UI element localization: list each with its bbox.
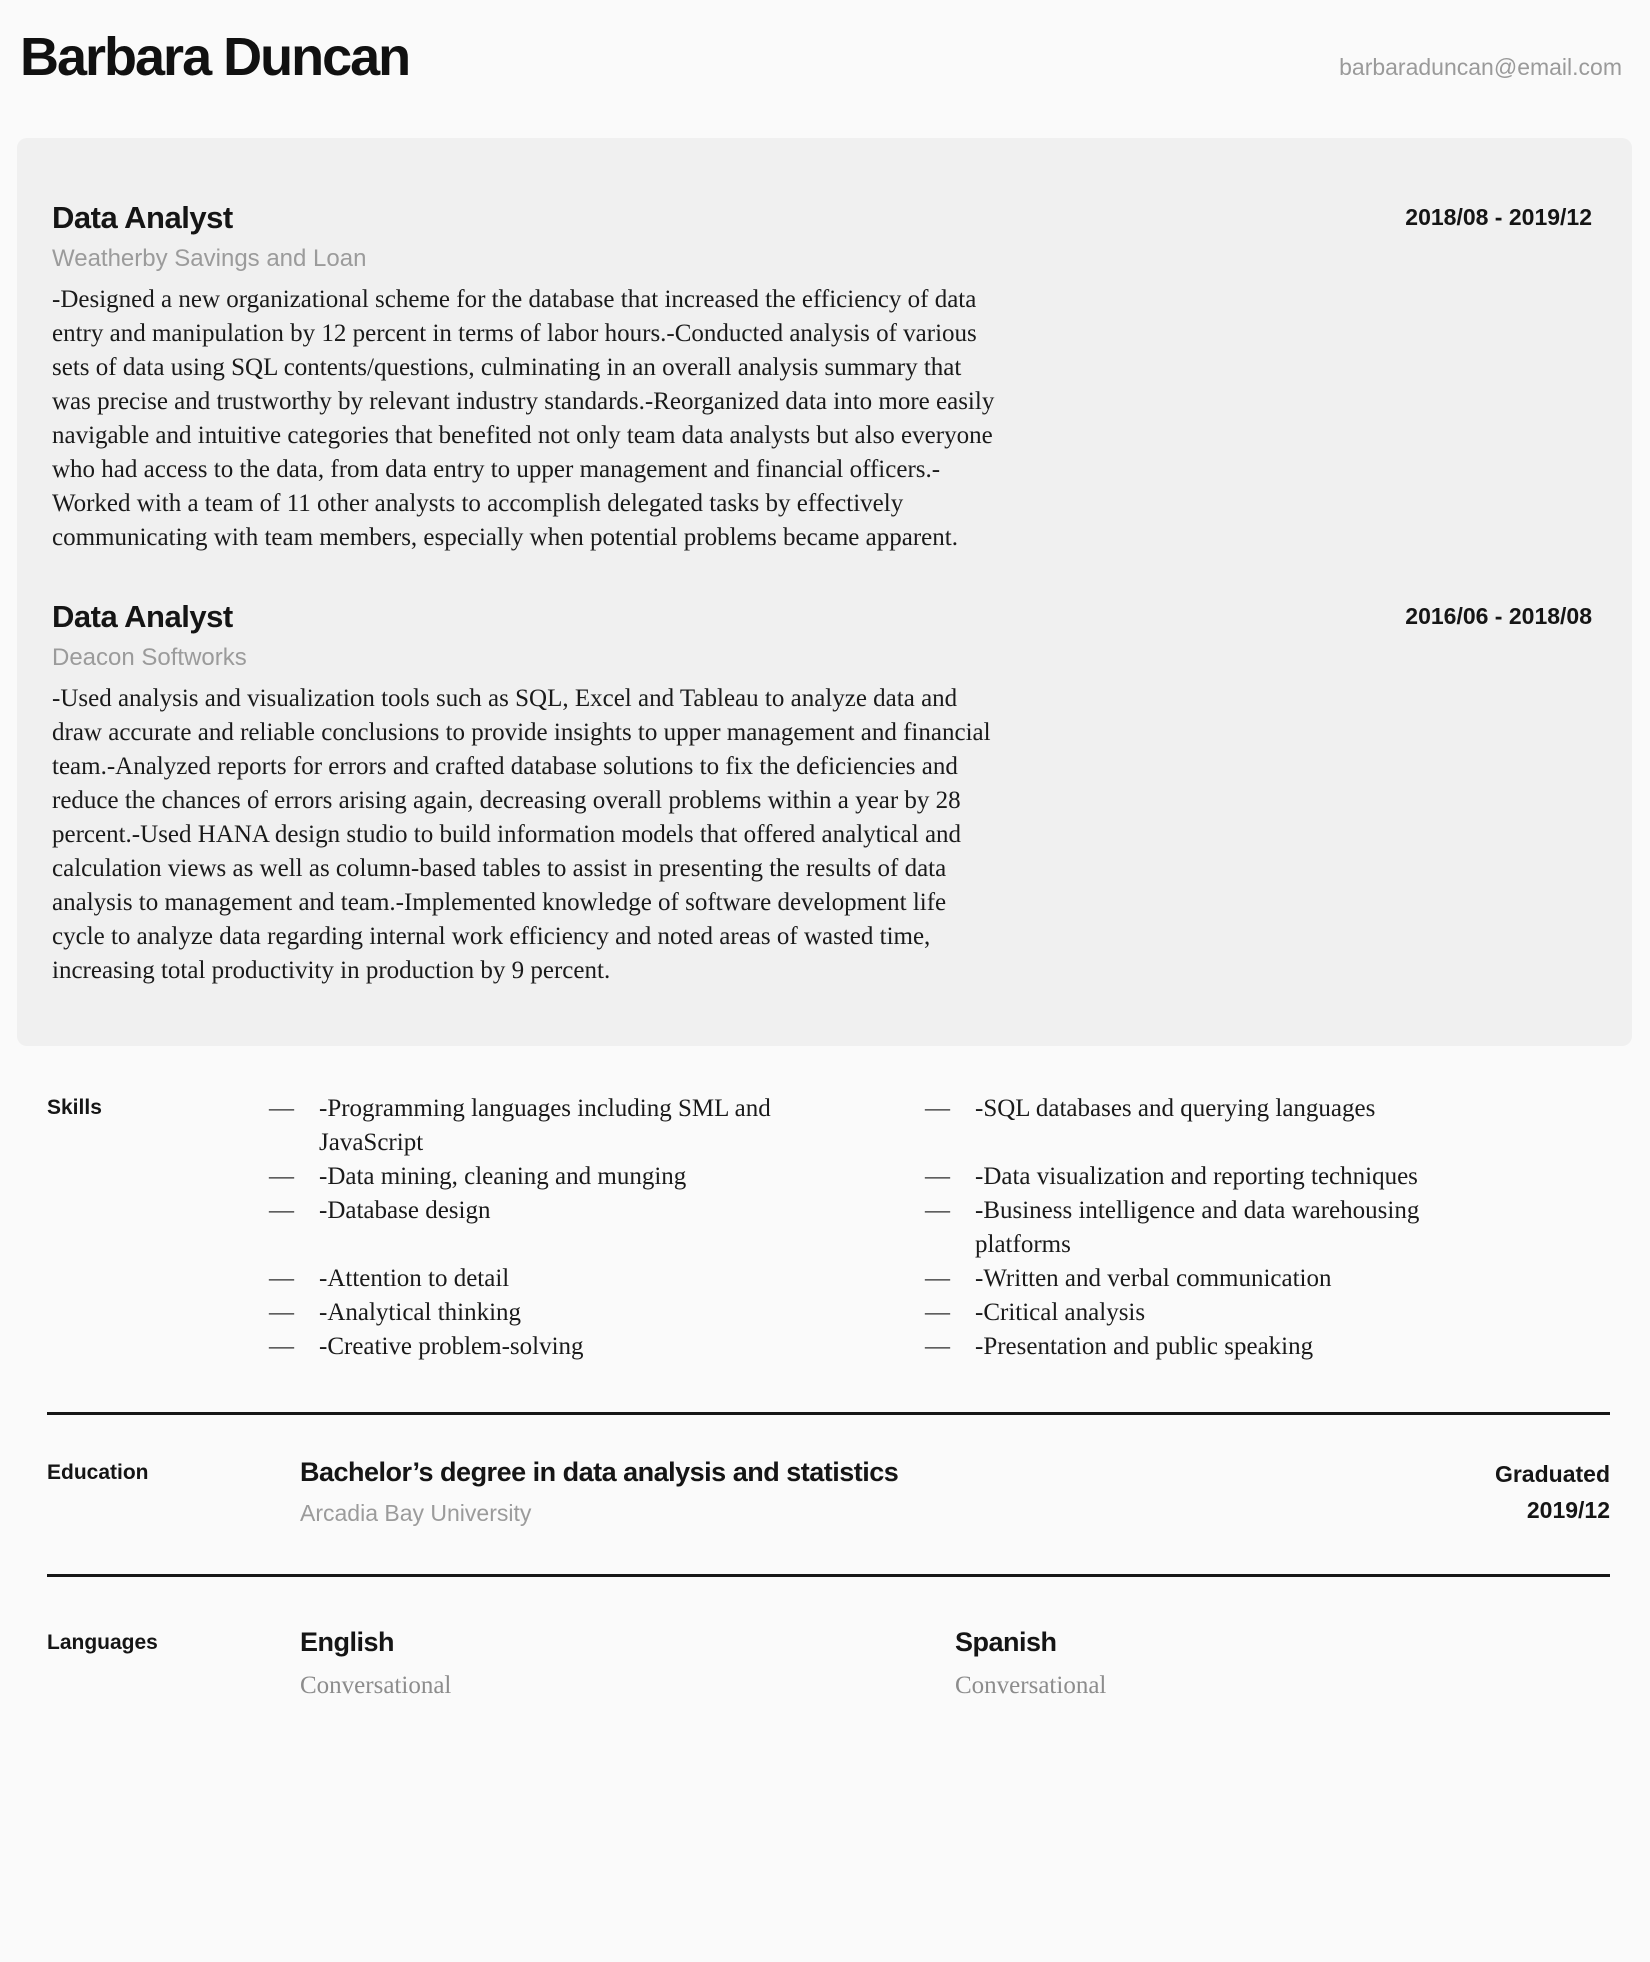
skill-item-label: -Presentation and public speaking	[975, 1333, 1314, 1360]
experience-entry	[52, 599, 1592, 988]
skills-list	[269, 1092, 1610, 1364]
job-dates: 2018/08 - 2019/12	[1405, 204, 1592, 230]
dash-bullet-icon: —	[925, 1333, 950, 1360]
dash-bullet-icon: —	[925, 1095, 950, 1122]
skill-item-label: -SQL databases and querying languages	[975, 1095, 1376, 1122]
experience-entry-titles	[52, 200, 366, 273]
skill-item	[269, 1194, 925, 1262]
skill-item-label: -Critical analysis	[975, 1299, 1146, 1326]
language-name: Spanish	[955, 1627, 1057, 1658]
dash-bullet-icon: —	[269, 1095, 294, 1122]
skill-item	[925, 1330, 1610, 1364]
skill-item-label: -Data mining, cleaning and munging	[319, 1163, 687, 1190]
skill-item	[925, 1262, 1610, 1296]
dash-bullet-icon: —	[925, 1299, 950, 1326]
job-description: -Used analysis and visualization tools such as SQL, Excel and Tableau to analyze data and draw accurate and reliable conclusions to provide insights to upper management and financial team.-Analyzed reports for errors and crafted database solutions to fix the deficiencies and reduce the chances of errors arising again, decreasing overall problems within a year by 28 percent.-Used HANA design studio to build information models that offered analytical and calculation views as well as column-based tables to assist in presenting the results of data analysis to management and team.-Implemented knowledge of software development life cycle to analyze data regarding internal work efficiency and noted areas of wasted time, increasing total productivity in production by 9 percent.	[52, 685, 991, 984]
dash-bullet-icon: —	[269, 1163, 294, 1190]
skill-item-label: -Attention to detail	[319, 1265, 510, 1292]
language-name: English	[300, 1627, 395, 1658]
education-section-label: Education	[47, 1461, 149, 1484]
experience-entry-header	[52, 200, 1592, 273]
skill-item	[925, 1194, 1610, 1262]
skill-item-label: -Analytical thinking	[319, 1299, 522, 1326]
dash-bullet-icon: —	[269, 1197, 294, 1224]
company-name: Deacon Softworks	[52, 644, 247, 671]
experience-entry-titles	[52, 599, 247, 672]
dash-bullet-icon: —	[925, 1163, 950, 1190]
dash-bullet-icon: —	[925, 1265, 950, 1292]
school-name: Arcadia Bay University	[300, 1500, 532, 1526]
job-dates: 2016/06 - 2018/08	[1405, 603, 1592, 629]
education-section	[47, 1415, 1610, 1574]
skill-item	[269, 1160, 925, 1194]
skill-item	[269, 1262, 925, 1296]
graduated-label: Graduated	[1494, 1461, 1610, 1487]
language-level: Conversational	[955, 1672, 1107, 1700]
education-entry	[300, 1457, 1495, 1527]
skill-item	[925, 1160, 1610, 1194]
email-text: barbaraduncan@email.com	[1339, 54, 1622, 80]
job-title: Data Analyst	[52, 599, 233, 634]
skill-item	[269, 1330, 925, 1364]
header	[0, 0, 1650, 88]
skill-item-label: -Creative problem-solving	[319, 1333, 584, 1360]
languages-section	[47, 1577, 1610, 1700]
skill-item	[925, 1092, 1610, 1160]
skills-section	[47, 1092, 1610, 1364]
skill-item-label: -Business intelligence and data warehousing platforms	[975, 1197, 1420, 1258]
skills-section-label: Skills	[47, 1096, 102, 1119]
job-description: -Designed a new organizational scheme for the database that increased the efficiency of data entry and manipulation by 12 percent in terms of labor hours.-Conducted analysis of various sets of data using SQL contents/questions, culminating in an overall analysis summary that was precise and trustworthy by relevant industry standards.-Reorganized data into more easily navigable and intuitive categories that benefited not only team data analysts but also everyone who had access to the data, from data entry to upper management and financial officers.-Worked with a team of 11 other analysts to accomplish delegated tasks by effectively communicating with team members, especially when potential problems became apparent.	[52, 286, 995, 551]
dash-bullet-icon: —	[269, 1333, 294, 1360]
graduation-info	[1495, 1457, 1610, 1528]
dash-bullet-icon: —	[269, 1299, 294, 1326]
language-entry	[300, 1627, 955, 1700]
job-title: Data Analyst	[52, 200, 233, 235]
dash-bullet-icon: —	[925, 1197, 950, 1224]
experience-card	[17, 138, 1632, 1046]
skill-item	[269, 1296, 925, 1330]
experience-entry	[52, 200, 1592, 555]
experience-entry-header	[52, 599, 1592, 672]
skill-item	[269, 1092, 925, 1160]
language-level: Conversational	[300, 1672, 452, 1700]
company-name: Weatherby Savings and Loan	[52, 245, 367, 272]
skill-item-label: -Database design	[319, 1197, 491, 1224]
language-entry	[955, 1627, 1610, 1700]
skill-item-label: -Programming languages including SML and JavaScript	[319, 1095, 771, 1156]
dash-bullet-icon: —	[269, 1265, 294, 1292]
skill-item-label: -Data visualization and reporting techniques	[975, 1163, 1418, 1190]
skill-item	[925, 1296, 1610, 1330]
graduated-date: 2019/12	[1526, 1496, 1610, 1523]
languages-section-label: Languages	[47, 1631, 158, 1655]
skill-item-label: -Written and verbal communication	[975, 1265, 1332, 1292]
degree-title: Bachelor’s degree in data analysis and statistics	[300, 1457, 899, 1487]
candidate-name: Barbara Duncan	[20, 27, 410, 87]
